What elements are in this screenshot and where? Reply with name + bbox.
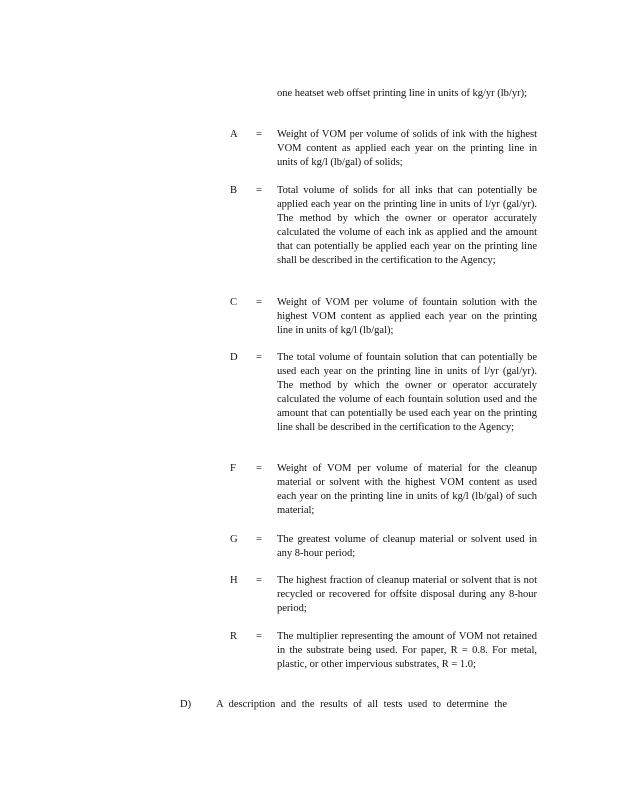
- definition-text: The greatest volume of cleanup material or solvent used in any 8-hour period;: [277, 534, 537, 559]
- definition-equals: =: [256, 352, 262, 363]
- definition-symbol: R: [230, 631, 238, 642]
- definition-symbol: C: [230, 297, 238, 308]
- definition-text: Total volume of solids for all inks that can potentially be applied each year on the printing line in units of l/yr (gal/yr). The method by which the owner or operator accurately calculated the volume of each ink as applied and the amount that can potentially be applied each year on the printing line shall be described in the certification to the Agency;: [277, 185, 537, 266]
- definition-text: The highest fraction of cleanup material or solvent that is not recycled or recovered for offsite disposal during any 8-hour period;: [277, 575, 537, 614]
- definition-equals: =: [256, 534, 262, 545]
- definition-equals: =: [256, 575, 262, 586]
- definition-symbol: A: [230, 129, 238, 140]
- definition-equals: =: [256, 463, 262, 474]
- definition-equals: =: [256, 297, 262, 308]
- definition-symbol: F: [230, 463, 236, 474]
- definition-text: The total volume of fountain solution that can potentially be used each year on the printing line in units of l/yr (gal/yr). The method by which the owner or operator accurately calculated the volume of each fountain solution used and the amount that can potentially be used each year on the printing line shall be described in the certification to the Agency;: [277, 352, 537, 433]
- definition-equals: =: [256, 631, 262, 642]
- intro-paragraph: one heatset web offset printing line in units of kg/yr (lb/yr);: [277, 88, 528, 99]
- definition-text: Weight of VOM per volume of fountain solution with the highest VOM content as applied each year on the printing line in units of kg/l (lb/gal);: [277, 297, 537, 336]
- list-item-label: D): [180, 699, 192, 710]
- definition-text: Weight of VOM per volume of material for the cleanup material or solvent with the highest VOM content as used each year on the printing line in units of kg/l (lb/gal) of such material;: [277, 463, 537, 516]
- definition-symbol: D: [230, 352, 238, 363]
- list-item-text: A description and the results of all tests used to determine the: [216, 699, 508, 710]
- definition-symbol: H: [230, 575, 238, 586]
- definition-symbol: G: [230, 534, 238, 545]
- definition-equals: =: [256, 185, 262, 196]
- definition-equals: =: [256, 129, 262, 140]
- definition-symbol: B: [230, 185, 238, 196]
- definition-text: The multiplier representing the amount of VOM not retained in the substrate being used. For paper, R = 0.8. For metal, plastic, or other impervious substrates, R = 1.0;: [277, 631, 537, 670]
- definition-text: Weight of VOM per volume of solids of ink with the highest VOM content as applied each year on the printing line in units of kg/l (lb/gal) of solids;: [277, 129, 537, 168]
